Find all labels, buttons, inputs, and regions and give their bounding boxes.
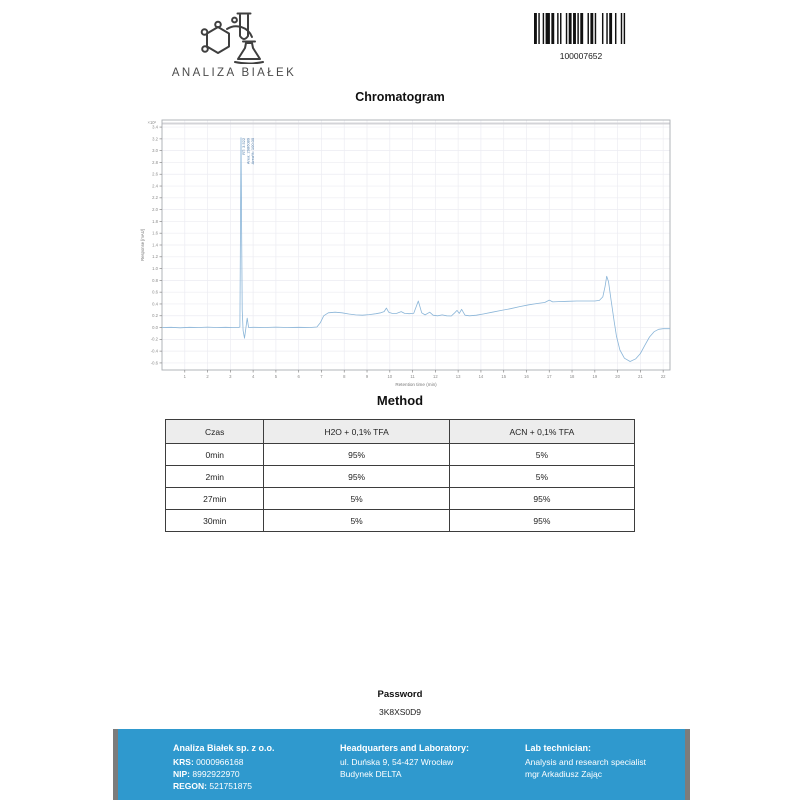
company-krs [173, 756, 275, 768]
method-table-header: Czas [166, 420, 264, 444]
method-table-row [166, 444, 635, 466]
hq-address-line2: Budynek DELTA [340, 768, 402, 779]
svg-text:14: 14 [478, 374, 484, 379]
method-table-row [166, 466, 635, 488]
svg-text:12: 12 [433, 374, 438, 379]
svg-text:0.6: 0.6 [152, 289, 158, 295]
svg-text:11: 11 [410, 374, 415, 379]
svg-text:1.2: 1.2 [152, 254, 158, 260]
method-table-cell: 95% [449, 488, 634, 510]
svg-text:×10²: ×10² [147, 120, 156, 125]
svg-text:0.0: 0.0 [152, 324, 158, 330]
svg-text:RT: 3.522: RT: 3.522 [241, 137, 247, 155]
company-nip [173, 768, 275, 780]
svg-text:2.0: 2.0 [152, 207, 158, 213]
svg-text:3.0: 3.0 [152, 148, 158, 154]
svg-text:8: 8 [343, 374, 346, 379]
chromatogram-plot [138, 112, 678, 397]
svg-text:0.2: 0.2 [152, 313, 158, 319]
nip-label: NIP: [173, 768, 190, 779]
svg-text:20: 20 [615, 374, 620, 379]
svg-text:10: 10 [387, 374, 393, 379]
method-table-row [166, 488, 635, 510]
method-table-cell: 5% [449, 466, 634, 488]
method-table-cell: 27min [166, 488, 264, 510]
method-table-cell: 95% [264, 444, 449, 466]
method-table-cell: 30min [166, 510, 264, 532]
footer [113, 729, 690, 800]
svg-text:-0.4: -0.4 [150, 348, 158, 354]
password-value: 3K8XS0D9 [378, 707, 422, 717]
svg-text:17: 17 [546, 374, 552, 379]
svg-text:Retention time (min): Retention time (min) [395, 382, 437, 387]
company-regon [173, 780, 275, 792]
footer-company-block [173, 742, 275, 792]
svg-text:1.0: 1.0 [152, 265, 158, 271]
svg-text:16: 16 [524, 374, 529, 379]
svg-text:15: 15 [501, 374, 507, 379]
company-name: Analiza Białek sp. z o.o. [173, 743, 275, 753]
svg-text:3.2: 3.2 [152, 136, 158, 142]
logo [160, 6, 308, 79]
svg-text:-0.6: -0.6 [150, 360, 158, 366]
method-title: Method [376, 393, 424, 408]
chromatogram-chart [138, 112, 678, 397]
svg-text:2.2: 2.2 [152, 195, 158, 201]
svg-text:4: 4 [251, 374, 255, 379]
method-table-header-row [166, 420, 635, 444]
krs-value: 0000966168 [196, 756, 244, 767]
technician-line2: mgr Arkadiusz Zając [525, 768, 602, 779]
password-label: Password [377, 689, 423, 700]
barcode [534, 13, 628, 61]
svg-text:2.8: 2.8 [152, 159, 158, 165]
svg-text:Area: 2986089: Area: 2986089 [245, 137, 251, 165]
svg-text:0.8: 0.8 [152, 277, 158, 283]
svg-text:1.6: 1.6 [152, 230, 158, 236]
svg-text:Response [mAU]: Response [mAU] [140, 229, 145, 261]
svg-text:5: 5 [274, 374, 278, 379]
svg-text:7: 7 [320, 374, 323, 379]
brand-name: ANALIZA BIAŁEK [171, 67, 297, 79]
chromatogram-title: Chromatogram [355, 90, 445, 104]
technician-title: Lab technician: [525, 743, 592, 753]
method-table-row [166, 510, 635, 532]
krs-label: KRS: [173, 756, 194, 767]
svg-text:13: 13 [455, 374, 461, 379]
barcode-image [534, 13, 628, 44]
svg-text:19: 19 [592, 374, 598, 379]
svg-text:-0.2: -0.2 [150, 336, 158, 342]
svg-text:3.4: 3.4 [152, 124, 158, 130]
method-table-cell: 0min [166, 444, 264, 466]
svg-text:2.6: 2.6 [152, 171, 158, 177]
svg-text:Area%: 100.00: Area%: 100.00 [250, 137, 256, 165]
method-table [165, 419, 635, 532]
method-table-cell: 5% [264, 488, 449, 510]
regon-value: 521751875 [209, 781, 252, 792]
svg-text:3: 3 [229, 374, 232, 379]
method-table-cell: 5% [449, 444, 634, 466]
method-table-header: H2O + 0,1% TFA [264, 420, 449, 444]
nip-value: 8992922970 [192, 768, 240, 779]
svg-text:1: 1 [183, 374, 186, 379]
svg-text:9: 9 [365, 374, 369, 379]
method-table-cell: 5% [264, 510, 449, 532]
hq-title: Headquarters and Laboratory: [340, 743, 470, 753]
footer-hq-block [340, 742, 469, 780]
method-table-cell: 2min [166, 466, 264, 488]
svg-text:0.4: 0.4 [152, 301, 158, 307]
regon-label: REGON: [173, 781, 207, 792]
svg-text:1.8: 1.8 [152, 218, 158, 224]
barcode-number: 100007652 [559, 51, 603, 61]
svg-text:1.4: 1.4 [152, 242, 158, 248]
svg-text:2: 2 [206, 374, 209, 379]
svg-text:18: 18 [569, 374, 575, 379]
footer-technician-block [525, 742, 646, 780]
lab-logo-icon [194, 6, 274, 64]
svg-text:22: 22 [660, 374, 666, 379]
technician-line1: Analysis and research specialist [525, 756, 646, 767]
method-table-cell: 95% [264, 466, 449, 488]
hq-address-line1: ul. Duńska 9, 54-427 Wrocław [340, 756, 454, 767]
svg-text:2.4: 2.4 [152, 183, 158, 189]
method-table-header: ACN + 0,1% TFA [449, 420, 634, 444]
method-table-cell: 95% [449, 510, 634, 532]
svg-text:21: 21 [638, 374, 643, 379]
svg-text:6: 6 [297, 374, 300, 379]
